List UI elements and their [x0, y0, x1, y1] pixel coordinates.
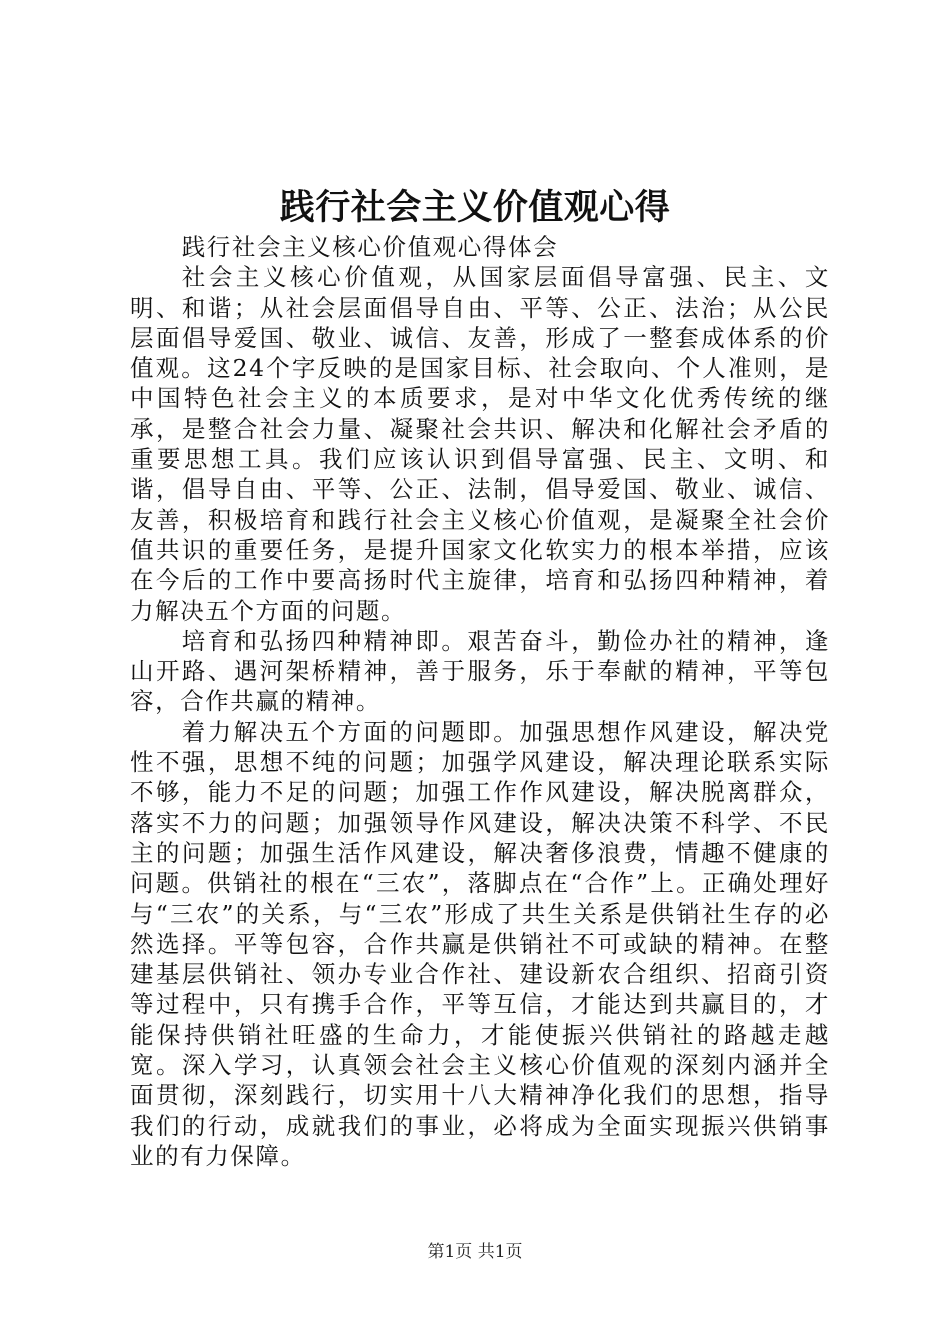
- document-body: [130, 232, 830, 1171]
- body-paragraph: 社会主义核心价值观，从国家层面倡导富强、民主、文明、和谐；从社会层面倡导自由、平等、公正、法治；从公民层面倡导爱国、敬业、诚信、友善，形成了一整套成体系的价值观。这24个字反映的是国家目标、社会取向、个人准则，是中国特色社会主义的本质要求，是对中华文化优秀传统的继承，是整合社会力量、凝聚社会共识、解决和化解社会矛盾的重要思想工具。我们应该认识到倡导富强、民主、文明、和谐，倡导自由、平等、公正、法制，倡导爱国、敬业、诚信、友善，积极培育和践行社会主义核心价值观，是凝聚全社会价值共识的重要任务，是提升国家文化软实力的根本举措，应该在今后的工作中要高扬时代主旋律，培育和弘扬四种精神，着力解决五个方面的问题。: [130, 263, 830, 625]
- page-number-footer: 第1页 共1页: [427, 1242, 523, 1262]
- document-title: 践行社会主义价值观心得: [279, 187, 671, 228]
- body-paragraph: 培育和弘扬四种精神即。艰苦奋斗，勤俭办社的精神，逢山开路、遇河架桥精神，善于服务，乐于奉献的精神，平等包容，合作共赢的精神。: [130, 626, 830, 716]
- subtitle-paragraph: 践行社会主义核心价值观心得体会: [181, 233, 559, 261]
- body-paragraph: 着力解决五个方面的问题即。加强思想作风建设，解决党性不强，思想不纯的问题；加强学风建设，解决理论联系实际不够，能力不足的问题；加强工作作风建设，解决脱离群众，落实不力的问题；加强领导作风建设，解决决策不科学、不民主的问题；加强生活作风建设，解决奢侈浪费，情趣不健康的问题。供销社的根在“三农”，落脚点在“合作”上。正确处理好与“三农”的关系，与“三农”形成了共生关系是供销社生存的必然选择。平等包容，合作共赢是供销社不可或缺的精神。在整建基层供销社、领办专业合作社、建设新农合组织、招商引资等过程中，只有携手合作，平等互信，才能达到共赢目的，才能保持供销社旺盛的生命力，才能使振兴供销社的路越走越宽。深入学习，认真领会社会主义核心价值观的深刻内涵并全面贯彻，深刻践行，切实用十八大精神净化我们的思想，指导我们的行动，成就我们的事业，必将成为全面实现振兴供销事业的有力保障。: [130, 717, 830, 1170]
